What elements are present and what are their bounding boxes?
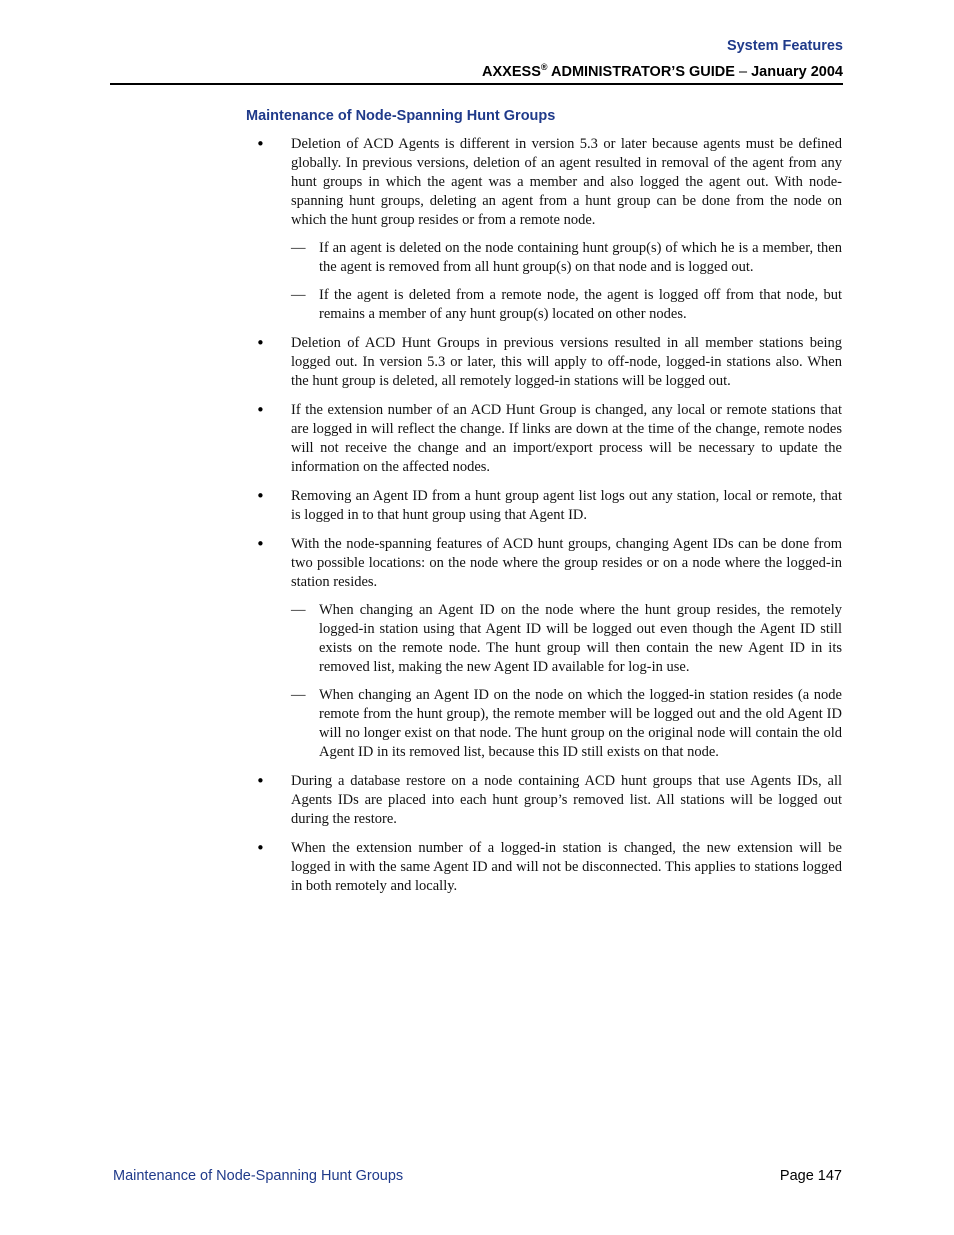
guide-dash: – <box>738 64 748 80</box>
bullet-text: Deletion of ACD Agents is different in version 5.3 or later because agents must be defined globally. In previous versions, deletion of an agent resulted in removal of the agent from any hunt groups in which the agent was a member and also logged the agent out. With node-spanning hunt groups, deleting an agent from a hunt group can be done from the node on which the hunt group resides or from a remote node. <box>291 136 842 228</box>
bullet-item <box>246 135 842 324</box>
bullet-text: When the extension number of a logged-in station is changed, the new extension will be logged in with the same Agent ID and will not be disconnected. This applies to stations logged in both remotely and locally. <box>291 840 842 894</box>
sub-bullet-item <box>291 239 842 277</box>
sub-bullet-text: If the agent is deleted from a remote node, the agent is logged off from that node, but remains a member of any hunt group(s) located on other nodes. <box>319 287 842 322</box>
sub-bullet-list <box>291 601 842 762</box>
header-section-title: System Features <box>726 38 843 54</box>
sub-bullet-text: When changing an Agent ID on the node where the hunt group resides, the remotely logged-in station using that Agent ID will be logged out even though the Agent ID still exists on the remote node. The hunt group will then contain the new Agent ID in its removed list, making the new Agent ID available for log-in use. <box>319 602 842 675</box>
sub-bullet-text: When changing an Agent ID on the node on which the logged-in station resides (a node remote from the hunt group), the remote member will be logged out and the old Agent ID will no longer exist on that node. The hunt group on the original node will contain the old Agent ID in its removed list, because this ID still exists on that node. <box>319 687 842 760</box>
bullet-dot-icon: • <box>256 135 265 153</box>
guide-date: January 2004 <box>747 64 843 80</box>
guide-name: ADMINISTRATOR’S GUIDE <box>547 64 739 80</box>
bullet-dot-icon: • <box>256 334 265 352</box>
sub-bullet-item <box>291 601 842 677</box>
main-content <box>246 105 842 906</box>
bullet-item <box>246 535 842 762</box>
em-dash-icon: — <box>291 287 306 303</box>
bullet-item <box>246 334 842 391</box>
bullet-text: Deletion of ACD Hunt Groups in previous versions resulted in all member stations being logged out. In version 5.3 or later, this will apply to off-node, logged-in stations also. When the hunt group is deleted, all remotely logged-in stations will be logged out. <box>291 335 842 389</box>
sub-bullet-item <box>291 286 842 324</box>
page-header <box>110 36 843 83</box>
bullet-dot-icon: • <box>256 839 265 857</box>
bullet-dot-icon: • <box>256 401 265 419</box>
em-dash-icon: — <box>291 602 306 618</box>
bullet-dot-icon: • <box>256 487 265 505</box>
em-dash-icon: — <box>291 687 306 703</box>
header-rule <box>110 83 843 85</box>
bullet-list <box>246 135 842 896</box>
bullet-text: Removing an Agent ID from a hunt group agent list logs out any station, local or remote, that is logged in to that hunt group using that Agent ID. <box>291 488 842 523</box>
bullet-dot-icon: • <box>256 535 265 553</box>
registered-mark: ® <box>540 62 548 72</box>
bullet-item <box>246 772 842 829</box>
sub-bullet-list <box>291 239 842 324</box>
bullet-text: If the extension number of an ACD Hunt Group is changed, any local or remote stations that are logged in will reflect the change. If links are down at the time of the change, remote nodes will not receive the change and an import/export process will be necessary to update the information on the affected nodes. <box>291 402 842 475</box>
guide-brand: AXXESS <box>482 64 541 80</box>
page-number: Page 147 <box>779 1168 842 1184</box>
bullet-item <box>246 839 842 896</box>
bullet-text: During a database restore on a node containing ACD hunt groups that use Agents IDs, all Agents IDs are placed into each hunt group’s removed list. All stations will be logged out during the restore. <box>291 773 842 827</box>
bullet-item <box>246 401 842 477</box>
bullet-item <box>246 487 842 525</box>
sub-bullet-text: If an agent is deleted on the node containing hunt group(s) of which he is a member, then the agent is removed from all hunt group(s) on that node and is logged out. <box>319 240 842 275</box>
footer-section-title: Maintenance of Node-Spanning Hunt Groups <box>113 1168 404 1184</box>
section-subtitle: Maintenance of Node-Spanning Hunt Groups <box>246 108 556 124</box>
bullet-text: With the node-spanning features of ACD hunt groups, changing Agent IDs can be done from two possible locations: on the node where the group resides or on a node where the logged-in station resides. <box>291 536 842 590</box>
em-dash-icon: — <box>291 240 306 256</box>
bullet-dot-icon: • <box>256 772 265 790</box>
sub-bullet-item <box>291 686 842 762</box>
header-guide-title <box>110 56 843 83</box>
page-footer <box>113 1166 842 1186</box>
